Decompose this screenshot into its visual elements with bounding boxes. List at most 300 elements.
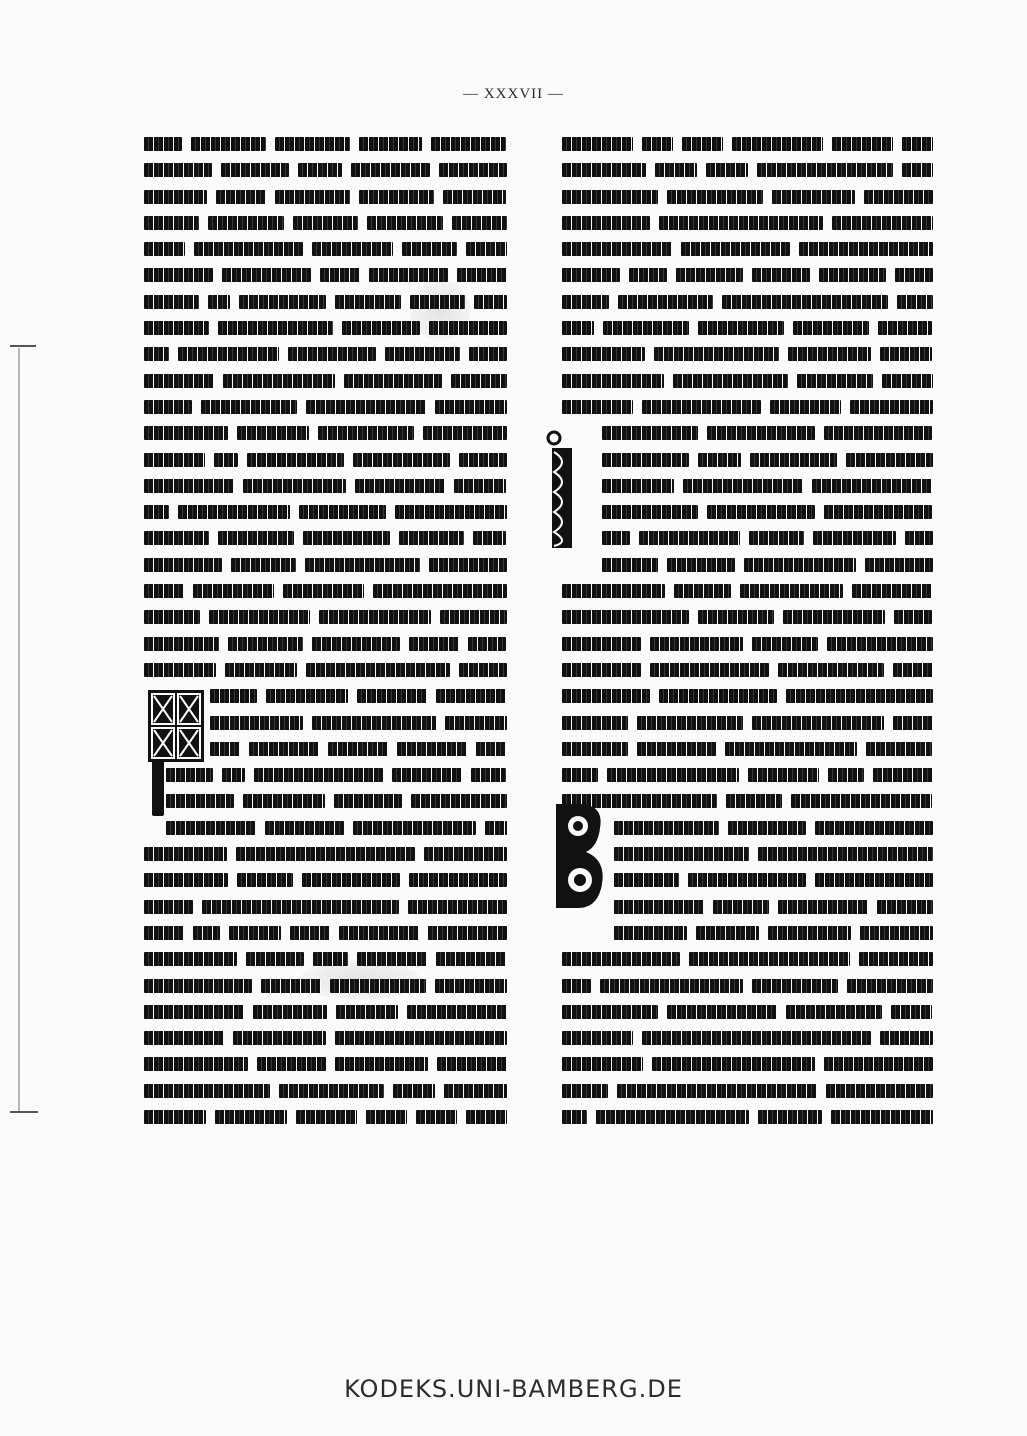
glagolitic-word	[330, 979, 426, 993]
glagolitic-word	[144, 453, 205, 467]
manuscript-line	[144, 820, 516, 836]
glagolitic-word	[562, 1005, 658, 1019]
glagolitic-word	[144, 216, 199, 230]
glagolitic-word	[144, 531, 209, 545]
glagolitic-word	[293, 216, 358, 230]
glagolitic-word	[707, 505, 815, 519]
glagolitic-word	[752, 268, 810, 282]
glagolitic-word	[299, 505, 386, 519]
manuscript-line	[562, 583, 942, 599]
glagolitic-word	[905, 531, 933, 545]
glagolitic-word	[902, 137, 933, 151]
glagolitic-word	[707, 426, 815, 440]
column-left	[144, 136, 516, 1135]
glagolitic-word	[249, 742, 319, 756]
manuscript-line	[144, 530, 516, 546]
glagolitic-word	[194, 242, 303, 256]
glagolitic-word	[233, 1031, 326, 1045]
manuscript-line	[562, 688, 942, 704]
glagolitic-word	[614, 900, 704, 914]
glagolitic-word	[215, 1110, 287, 1124]
manuscript-line	[562, 504, 942, 520]
manuscript-line	[562, 1030, 942, 1046]
glagolitic-word	[562, 979, 591, 993]
manuscript-line	[144, 320, 516, 336]
glagolitic-word	[602, 426, 698, 440]
glagolitic-word	[445, 716, 507, 730]
glagolitic-word	[602, 531, 630, 545]
glagolitic-word	[231, 558, 296, 572]
glagolitic-word	[144, 1057, 248, 1071]
glagolitic-word	[429, 321, 507, 335]
glagolitic-word	[562, 163, 646, 177]
glagolitic-word	[614, 847, 749, 861]
glagolitic-word	[319, 610, 431, 624]
glagolitic-word	[850, 400, 933, 414]
glagolitic-word	[562, 742, 628, 756]
glagolitic-word	[144, 163, 212, 177]
glagolitic-word	[894, 610, 932, 624]
manuscript-line	[144, 504, 516, 520]
glagolitic-word	[216, 190, 266, 204]
glagolitic-word	[459, 663, 507, 677]
glagolitic-word	[266, 689, 348, 703]
decorated-initial-left-stem	[152, 760, 164, 816]
glagolitic-word	[562, 347, 645, 361]
manuscript-line	[144, 557, 516, 573]
glagolitic-word	[778, 900, 868, 914]
glagolitic-word	[373, 584, 507, 598]
glagolitic-word	[144, 479, 234, 493]
glagolitic-word	[562, 321, 594, 335]
manuscript-line	[562, 1083, 942, 1099]
glagolitic-word	[788, 347, 871, 361]
glagolitic-word	[865, 558, 933, 572]
manuscript-line	[144, 478, 516, 494]
glagolitic-word	[239, 295, 327, 309]
manuscript-line	[562, 820, 942, 836]
braided-stem-icon	[546, 430, 576, 550]
glagolitic-word	[562, 610, 689, 624]
glagolitic-word	[639, 531, 740, 545]
manuscript-line	[562, 162, 942, 178]
glagolitic-word	[749, 531, 804, 545]
binding-mark-bottom	[10, 1111, 38, 1113]
glagolitic-word	[193, 926, 220, 940]
glagolitic-word	[827, 637, 933, 651]
glagolitic-word	[440, 610, 507, 624]
glagolitic-word	[474, 295, 507, 309]
glagolitic-word	[237, 426, 309, 440]
glagolitic-word	[652, 1057, 815, 1071]
glagolitic-word	[257, 1057, 327, 1071]
glagolitic-word	[335, 295, 401, 309]
manuscript-line	[562, 741, 942, 757]
glagolitic-word	[359, 190, 434, 204]
glagolitic-word	[283, 584, 364, 598]
manuscript-line	[144, 872, 516, 888]
glagolitic-word	[614, 821, 719, 835]
glagolitic-word	[392, 768, 462, 782]
glagolitic-word	[602, 453, 689, 467]
glagolitic-word	[602, 505, 698, 519]
glagolitic-word	[221, 163, 289, 177]
glagolitic-word	[439, 163, 507, 177]
glagolitic-word	[815, 821, 933, 835]
glagolitic-word	[732, 137, 824, 151]
glagolitic-word	[758, 1110, 822, 1124]
glagolitic-word	[698, 610, 774, 624]
glagolitic-word	[302, 873, 400, 887]
manuscript-line	[144, 793, 516, 809]
glagolitic-word	[335, 1031, 508, 1045]
glagolitic-word	[209, 610, 310, 624]
glagolitic-word	[313, 952, 348, 966]
glagolitic-word	[208, 216, 284, 230]
glagolitic-word	[596, 1110, 749, 1124]
manuscript-line	[144, 846, 516, 862]
ornamented-b-initial-icon	[548, 800, 608, 912]
glagolitic-word	[144, 426, 228, 440]
glagolitic-word	[353, 821, 476, 835]
glagolitic-word	[261, 979, 321, 993]
glagolitic-word	[435, 979, 507, 993]
glagolitic-word	[193, 584, 274, 598]
glagolitic-word	[407, 1005, 507, 1019]
glagolitic-word	[452, 216, 507, 230]
glagolitic-word	[607, 768, 739, 782]
glagolitic-word	[637, 742, 716, 756]
glagolitic-word	[562, 137, 633, 151]
glagolitic-word	[485, 821, 507, 835]
glagolitic-word	[562, 1084, 608, 1098]
glagolitic-word	[423, 426, 507, 440]
glagolitic-word	[312, 242, 394, 256]
manuscript-line	[562, 267, 942, 283]
manuscript-line	[144, 978, 516, 994]
glagolitic-word	[166, 821, 256, 835]
glagolitic-word	[275, 137, 350, 151]
manuscript-line	[562, 872, 942, 888]
glagolitic-word	[832, 216, 933, 230]
glagolitic-word	[793, 321, 869, 335]
glagolitic-word	[144, 295, 199, 309]
glagolitic-word	[328, 742, 388, 756]
manuscript-line	[144, 951, 516, 967]
glagolitic-word	[247, 453, 344, 467]
glagolitic-word	[351, 163, 430, 177]
glagolitic-word	[409, 637, 459, 651]
glagolitic-word	[614, 926, 687, 940]
glagolitic-word	[772, 190, 855, 204]
glagolitic-word	[144, 242, 185, 256]
glagolitic-word	[459, 453, 507, 467]
glagolitic-word	[466, 242, 507, 256]
glagolitic-word	[893, 663, 933, 677]
manuscript-line	[144, 767, 516, 783]
manuscript-line	[144, 1004, 516, 1020]
glagolitic-word	[744, 558, 857, 572]
glagolitic-word	[409, 873, 507, 887]
manuscript-line	[562, 530, 942, 546]
glagolitic-word	[689, 952, 851, 966]
glagolitic-word	[824, 1057, 933, 1071]
glagolitic-word	[562, 663, 641, 677]
glagolitic-word	[471, 768, 506, 782]
glagolitic-word	[562, 374, 664, 388]
glagolitic-word	[454, 479, 506, 493]
glagolitic-word	[334, 794, 402, 808]
glagolitic-word	[562, 716, 628, 730]
manuscript-line	[144, 294, 516, 310]
glagolitic-word	[202, 900, 399, 914]
manuscript-line	[562, 557, 942, 573]
glagolitic-word	[399, 531, 464, 545]
decorated-initial-right-b	[548, 800, 608, 912]
glagolitic-word	[562, 216, 650, 230]
glagolitic-word	[674, 584, 731, 598]
glagolitic-word	[144, 1005, 244, 1019]
manuscript-line	[144, 1109, 516, 1125]
glagolitic-word	[877, 900, 933, 914]
manuscript-line	[562, 373, 942, 389]
glagolitic-word	[562, 768, 598, 782]
manuscript-line	[562, 609, 942, 625]
glagolitic-word	[562, 689, 650, 703]
glagolitic-word	[144, 558, 222, 572]
manuscript-line	[562, 478, 942, 494]
glagolitic-word	[144, 610, 200, 624]
glagolitic-word	[895, 268, 933, 282]
glagolitic-word	[243, 479, 346, 493]
manuscript-line	[562, 399, 942, 415]
manuscript-line	[562, 793, 942, 809]
glagolitic-word	[873, 768, 933, 782]
glagolitic-word	[698, 321, 784, 335]
glagolitic-word	[431, 137, 506, 151]
ornament-panel-icon	[150, 692, 202, 760]
glagolitic-word	[650, 663, 769, 677]
manuscript-line	[144, 136, 516, 152]
glagolitic-word	[435, 400, 507, 414]
glagolitic-word	[144, 1110, 206, 1124]
manuscript-line	[144, 1083, 516, 1099]
glagolitic-word	[457, 268, 507, 282]
glagolitic-word	[296, 1110, 358, 1124]
glagolitic-word	[902, 163, 933, 177]
manuscript-line	[562, 899, 942, 915]
glagolitic-word	[846, 453, 933, 467]
glagolitic-word	[366, 1110, 407, 1124]
manuscript-line	[562, 715, 942, 731]
manuscript-line	[562, 767, 942, 783]
glagolitic-word	[144, 637, 219, 651]
manuscript-line	[144, 399, 516, 415]
glagolitic-word	[562, 400, 633, 414]
glagolitic-word	[882, 374, 933, 388]
glagolitic-word	[144, 952, 237, 966]
glagolitic-word	[748, 768, 820, 782]
glagolitic-word	[342, 321, 420, 335]
glagolitic-word	[642, 137, 673, 151]
glagolitic-word	[424, 847, 507, 861]
glagolitic-word	[178, 347, 279, 361]
glagolitic-word	[667, 558, 735, 572]
glagolitic-word	[617, 1084, 817, 1098]
glagolitic-word	[476, 742, 506, 756]
glagolitic-word	[812, 479, 932, 493]
glagolitic-word	[642, 400, 761, 414]
glagolitic-word	[880, 347, 932, 361]
glagolitic-word	[562, 952, 680, 966]
glagolitic-word	[144, 873, 228, 887]
glagolitic-word	[222, 268, 311, 282]
glagolitic-word	[602, 558, 658, 572]
glagolitic-word	[778, 663, 884, 677]
glagolitic-word	[466, 1110, 507, 1124]
glagolitic-word	[306, 663, 450, 677]
glagolitic-word	[824, 505, 932, 519]
glagolitic-word	[828, 768, 864, 782]
glagolitic-word	[253, 1005, 328, 1019]
glagolitic-word	[144, 1031, 224, 1045]
glagolitic-word	[659, 689, 777, 703]
glagolitic-word	[144, 926, 184, 940]
footer-watermark: KODEKS.UNI-BAMBERG.DE	[344, 1375, 683, 1403]
manuscript-line	[144, 583, 516, 599]
glagolitic-word	[166, 768, 213, 782]
glagolitic-word	[562, 1031, 633, 1045]
glagolitic-word	[303, 531, 390, 545]
glagolitic-word	[436, 952, 506, 966]
glagolitic-word	[713, 900, 769, 914]
manuscript-line	[562, 452, 942, 468]
glagolitic-word	[728, 821, 807, 835]
manuscript-line	[562, 951, 942, 967]
manuscript-line	[562, 662, 942, 678]
glagolitic-word	[225, 663, 297, 677]
glagolitic-word	[878, 321, 932, 335]
manuscript-line	[144, 452, 516, 468]
manuscript-line	[562, 136, 942, 152]
manuscript-line	[562, 189, 942, 205]
glagolitic-word	[144, 268, 213, 282]
glagolitic-word	[312, 716, 436, 730]
glagolitic-word	[562, 190, 658, 204]
glagolitic-word	[562, 242, 672, 256]
glagolitic-word	[254, 768, 383, 782]
glagolitic-word	[228, 637, 303, 651]
glagolitic-word	[318, 426, 414, 440]
manuscript-line	[562, 241, 942, 257]
glagolitic-word	[236, 847, 415, 861]
glagolitic-word	[562, 295, 609, 309]
glagolitic-word	[395, 505, 507, 519]
glagolitic-word	[355, 479, 445, 493]
glagolitic-word	[783, 610, 885, 624]
glagolitic-word	[770, 400, 841, 414]
glagolitic-word	[847, 979, 933, 993]
glagolitic-word	[859, 952, 933, 966]
manuscript-line	[562, 978, 942, 994]
glagolitic-word	[288, 347, 376, 361]
glagolitic-word	[144, 400, 192, 414]
manuscript-line	[144, 215, 516, 231]
glagolitic-word	[758, 847, 933, 861]
manuscript-line	[144, 373, 516, 389]
glagolitic-word	[229, 926, 282, 940]
decorated-initial-left	[148, 690, 204, 762]
glagolitic-word	[757, 163, 893, 177]
decorated-initial-right-stem	[546, 430, 576, 550]
glagolitic-word	[290, 926, 330, 940]
glagolitic-word	[218, 321, 334, 335]
glagolitic-word	[688, 873, 806, 887]
glagolitic-word	[473, 531, 506, 545]
glagolitic-word	[443, 190, 506, 204]
glagolitic-word	[832, 137, 893, 151]
glagolitic-word	[852, 584, 932, 598]
glagolitic-word	[312, 637, 400, 651]
glagolitic-word	[353, 453, 450, 467]
glagolitic-word	[144, 847, 227, 861]
glagolitic-word	[144, 137, 182, 151]
glagolitic-word	[893, 716, 933, 730]
glagolitic-word	[752, 716, 884, 730]
manuscript-line	[144, 1056, 516, 1072]
manuscript-line	[144, 189, 516, 205]
glagolitic-word	[218, 531, 294, 545]
glagolitic-word	[411, 794, 507, 808]
glagolitic-word	[667, 190, 763, 204]
glagolitic-word	[429, 558, 507, 572]
glagolitic-word	[468, 637, 506, 651]
glagolitic-word	[650, 637, 743, 651]
glagolitic-word	[659, 216, 823, 230]
glagolitic-word	[208, 295, 230, 309]
glagolitic-word	[562, 1057, 643, 1071]
glagolitic-word	[797, 374, 873, 388]
glagolitic-word	[416, 1110, 457, 1124]
glagolitic-word	[676, 268, 743, 282]
glagolitic-word	[201, 400, 297, 414]
glagolitic-word	[618, 295, 713, 309]
glagolitic-word	[223, 374, 335, 388]
glagolitic-word	[698, 453, 741, 467]
glagolitic-word	[562, 584, 665, 598]
glagolitic-word	[831, 1110, 933, 1124]
glagolitic-word	[222, 768, 245, 782]
glagolitic-word	[144, 374, 214, 388]
glagolitic-word	[166, 794, 234, 808]
glagolitic-word	[243, 794, 325, 808]
glagolitic-word	[815, 873, 933, 887]
glagolitic-word	[451, 374, 507, 388]
glagolitic-word	[602, 479, 674, 493]
glagolitic-word	[860, 926, 933, 940]
glagolitic-word	[144, 321, 209, 335]
glagolitic-word	[637, 716, 743, 730]
manuscript-line	[562, 925, 942, 941]
glagolitic-word	[144, 900, 193, 914]
glagolitic-word	[385, 347, 460, 361]
glagolitic-word	[437, 1057, 507, 1071]
manuscript-line	[562, 215, 942, 231]
glagolitic-word	[750, 453, 837, 467]
glagolitic-word	[681, 242, 791, 256]
glagolitic-word	[144, 979, 252, 993]
glagolitic-word	[768, 926, 851, 940]
